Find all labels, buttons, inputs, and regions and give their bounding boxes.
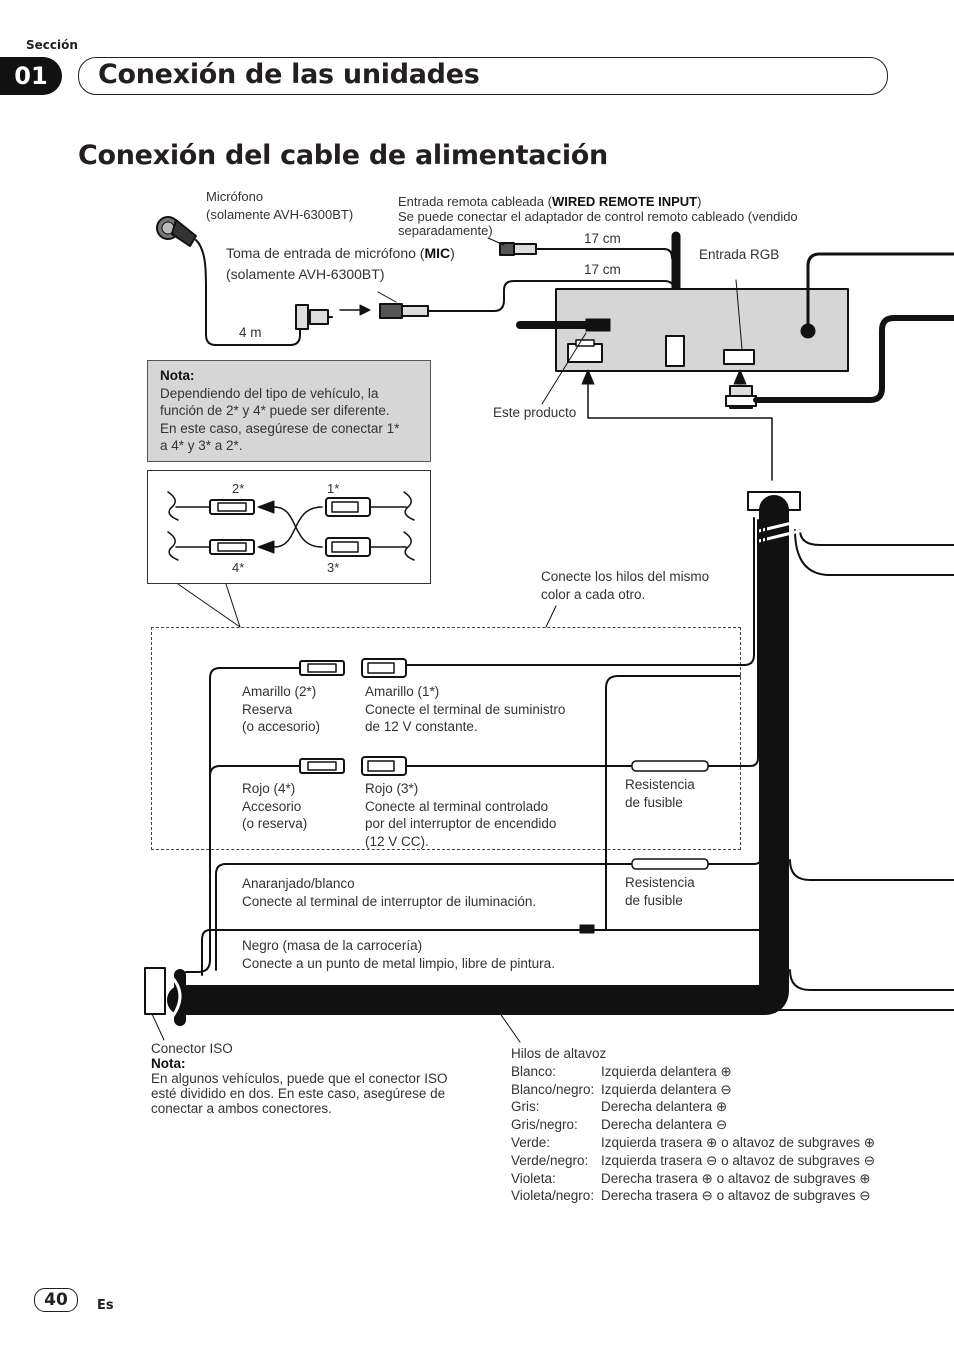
speaker-wire-color: Violeta:	[511, 1170, 556, 1186]
nota-line: En este caso, asegúrese de conectar 1*	[160, 420, 400, 436]
speaker-wire-desc: Derecha trasera ⊕ o altavoz de subgraves ⊕	[601, 1170, 871, 1186]
orange-white-label	[242, 875, 536, 910]
mic-jack-note: (solamente AVH-6300BT)	[226, 266, 385, 282]
speaker-wire-color: Blanco:	[511, 1063, 557, 1079]
swap-connectors	[168, 492, 414, 560]
iso-connector	[145, 968, 165, 1014]
red-left-line: (o reserva)	[242, 816, 308, 831]
red-right-label	[365, 780, 556, 850]
iso-label: Conector ISO	[151, 1041, 233, 1056]
same-color-note-line: color a cada otro.	[541, 586, 646, 602]
wired-remote-label: Entrada remota cableada (WIRED REMOTE INPUT)	[398, 194, 702, 209]
nota-title: Nota:	[160, 368, 195, 383]
speaker-wire-row	[511, 1098, 875, 1116]
speaker-wires-title: Hilos de altavoz	[511, 1046, 607, 1061]
black-ground-label	[242, 937, 555, 972]
speaker-wire-desc: Derecha trasera ⊖ o altavoz de subgraves ⊖	[601, 1188, 871, 1204]
speaker-wire-color: Verde:	[511, 1134, 551, 1150]
yellow-right-label	[365, 683, 565, 736]
fuse-label-line: de fusible	[625, 794, 683, 810]
length-bottom: 17 cm	[584, 262, 621, 277]
microphone-label: Micrófono	[206, 189, 264, 204]
yellow-right-line: Amarillo (1*)	[365, 684, 440, 699]
wired-remote-jack-icon	[500, 243, 550, 255]
red-right-line: Rojo (3*)	[365, 781, 419, 796]
mic-plug-icon	[296, 305, 332, 329]
iso-nota-line: esté dividido en dos. En este caso, asegúrese de	[151, 1086, 446, 1101]
yellow-left-line: (o accesorio)	[242, 719, 321, 734]
yellow-right-line: de 12 V constante.	[365, 719, 478, 734]
mic-jack-icon	[380, 304, 434, 318]
fuse-label-line: Resistencia	[625, 777, 695, 792]
speaker-wire-color: Blanco/negro:	[511, 1081, 595, 1097]
speaker-wire-desc: Izquierda delantera ⊖	[601, 1081, 732, 1097]
product-label: Este producto	[493, 405, 577, 420]
speaker-wires-table	[511, 1045, 875, 1205]
red-right-line: por del interruptor de encendido	[365, 816, 557, 831]
speaker-wire-color: Gris:	[511, 1099, 540, 1115]
speaker-wire-color: Verde/negro:	[511, 1152, 589, 1168]
rgb-input-label: Entrada RGB	[699, 247, 780, 262]
red-left-line: Accesorio	[242, 798, 302, 814]
language-code: Es	[97, 1298, 114, 1313]
nota-text	[160, 367, 399, 455]
wired-remote-desc-1: Se puede conectar el adaptador de control remoto cableado (vendido	[398, 209, 798, 224]
mic-jack-label: Toma de entrada de micrófono (MIC)	[226, 245, 455, 261]
speaker-wire-desc: Izquierda trasera ⊕ o altavoz de subgraves ⊕	[601, 1134, 876, 1150]
orange-white-line: Anaranjado/blanco	[242, 876, 355, 891]
red-right-line: (12 V CC).	[365, 833, 429, 849]
speaker-wire-row	[511, 1187, 875, 1205]
orange-white-line: Conecte al terminal de interruptor de iluminación.	[242, 893, 537, 909]
speaker-wire-row	[511, 1116, 875, 1134]
mic-cable-length: 4 m	[239, 325, 262, 340]
speaker-wire-row	[511, 1134, 875, 1152]
iso-connector-label	[151, 1041, 447, 1116]
black-ground-line: Negro (masa de la carrocería)	[242, 938, 423, 953]
swap-label-4: 4*	[232, 560, 245, 575]
nota-line: Dependiendo del tipo de vehículo, la	[160, 385, 379, 401]
fuse-label-2	[625, 874, 695, 909]
page-number: 40	[34, 1288, 78, 1312]
speaker-wire-desc: Izquierda trasera ⊖ o altavoz de subgraves ⊖	[601, 1152, 876, 1168]
fuse-label-line: Resistencia	[625, 875, 695, 890]
page-title: Conexión del cable de alimentación	[78, 140, 608, 171]
speaker-wire-row	[511, 1081, 875, 1099]
fuse-label-1	[625, 776, 695, 811]
speaker-wire-row	[511, 1170, 875, 1188]
fuse-label-line: de fusible	[625, 892, 683, 908]
same-color-note-line: Conecte los hilos del mismo	[541, 569, 710, 584]
speaker-wire-row	[511, 1152, 875, 1170]
speaker-wire-desc: Izquierda delantera ⊕	[601, 1063, 732, 1079]
wired-remote-desc-2: separadamente)	[398, 223, 493, 238]
same-color-note	[541, 568, 709, 603]
section-label: Sección	[26, 38, 78, 52]
speaker-wire-color: Violeta/negro:	[511, 1188, 595, 1204]
microphone-note: (solamente AVH-6300BT)	[206, 207, 354, 222]
length-top: 17 cm	[584, 231, 621, 246]
red-left-label	[242, 780, 307, 833]
iso-nota-line: En algunos vehículos, puede que el conector ISO	[151, 1071, 448, 1086]
swap-label-2: 2*	[232, 481, 245, 496]
nota-line: a 4* y 3* a 2*.	[160, 438, 243, 453]
speaker-wire-color: Gris/negro:	[511, 1117, 578, 1133]
section-title: Conexión de las unidades	[98, 59, 480, 90]
speaker-wire-desc: Derecha delantera ⊕	[601, 1099, 728, 1115]
yellow-left-line: Reserva	[242, 701, 293, 717]
yellow-right-line: Conecte el terminal de suministro	[365, 701, 566, 717]
speaker-wire-row	[511, 1063, 875, 1081]
red-right-line: Conecte al terminal controlado	[365, 798, 549, 814]
section-number-badge: 01	[0, 57, 62, 95]
speaker-wire-desc: Derecha delantera ⊖	[601, 1117, 728, 1133]
swap-label-1: 1*	[327, 481, 340, 496]
swap-label-3: 3*	[327, 560, 340, 575]
yellow-left-label	[242, 683, 320, 736]
iso-nota-title: Nota:	[151, 1056, 186, 1071]
black-ground-line: Conecte a un punto de metal limpio, libre de pintura.	[242, 955, 555, 971]
nota-line: función de 2* y 4* puede ser diferente.	[160, 403, 390, 418]
yellow-left-line: Amarillo (2*)	[242, 684, 317, 699]
iso-nota-line: conectar a ambos conectores.	[151, 1101, 332, 1116]
red-left-line: Rojo (4*)	[242, 781, 296, 796]
